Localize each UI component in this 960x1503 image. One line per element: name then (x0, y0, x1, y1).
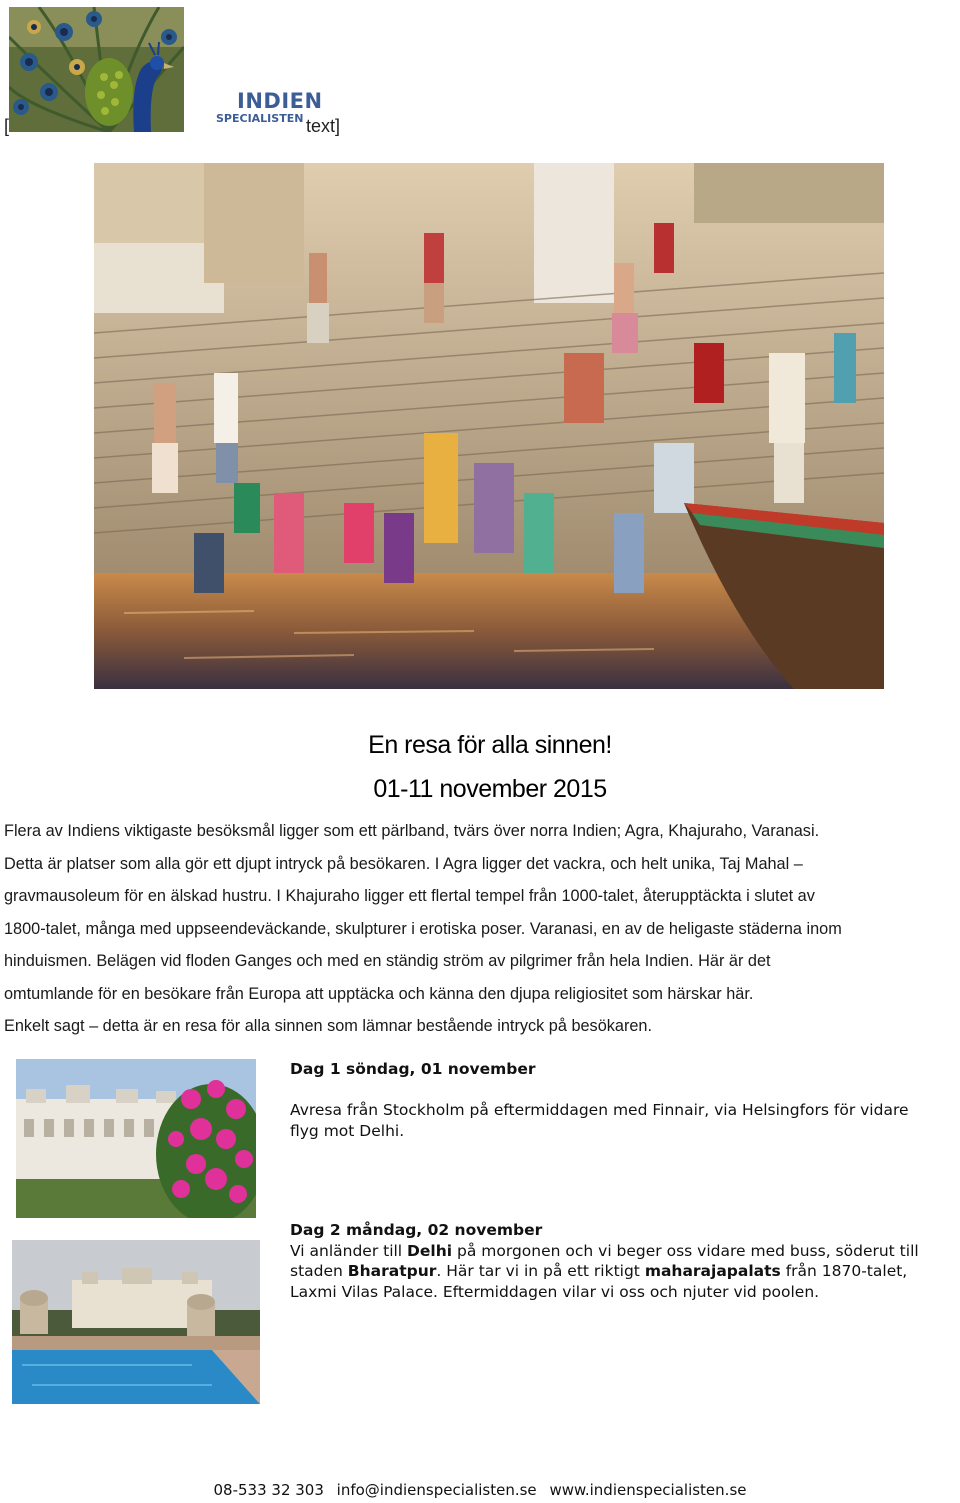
intro-line: Detta är platser som alla gör ett djupt intryck på besökaren. I Agra ligger det vackra, och helt unika, Taj Mahal – (4, 854, 803, 873)
day2-block (290, 1220, 930, 1302)
place-bharatpur: Bharatpur (347, 1262, 437, 1280)
laxmi-vilas-palace-photo (12, 1240, 260, 1404)
logo-main-text: INDIEN (237, 89, 323, 113)
intro-line: gravmausoleum för en älskad hustru. I Khajuraho ligger ett flertal tempel från 1000-talet, återupptäckta i slutet av (4, 887, 815, 905)
day1-heading: Dag 1 söndag, 01 november (290, 1060, 536, 1078)
intro-line: 1800-talet, många med uppseendeväckande, skulpturer i erotiska poser. Varanasi, en av de heligaste städerna inom (4, 919, 842, 938)
page-title: En resa för alla sinnen! (368, 731, 612, 759)
palace-bougainvillea-photo (16, 1059, 256, 1218)
intro-paragraph (4, 815, 960, 1043)
intro-line: Enkelt sagt – detta är en resa för alla sinnen som lämnar bestående intryck på besökaren. (4, 1017, 652, 1035)
day1-text: Avresa från Stockholm på eftermiddagen med Finnair, via Helsingfors för vidare flyg mot Delhi. (290, 1101, 909, 1140)
footer-phone: 08-533 32 303 (213, 1481, 324, 1499)
term-maharajapalats: maharajapalats (644, 1262, 781, 1280)
footer-email[interactable]: info@indienspecialisten.se (336, 1481, 537, 1499)
bracket-close: text] (306, 116, 341, 136)
intro-line: hinduismen. Belägen vid floden Ganges och med en ständig ström av pilgrimer från hela Indien. Här är det (4, 952, 771, 970)
contact-footer (0, 1481, 960, 1499)
peacock-image (9, 7, 184, 132)
bracket-open: [ (4, 116, 10, 136)
footer-website[interactable]: www.indienspecialisten.se (549, 1481, 747, 1499)
day2-text: Vi anländer till Delhi på morgonen och vi beger oss vidare med buss, söderut till staden Bharatpur. Här tar vi in på ett riktigt maharajapalats från 1870-talet, Laxmi Vilas Palace. Eftermiddagen vilar vi oss och njuter vid poolen. (290, 1241, 919, 1301)
intro-line: Flera av Indiens viktigaste besöksmål ligger som ett pärlband, tvärs över norra Indien; Agra, Khajuraho, Varanasi. (4, 822, 820, 840)
day2-heading: Dag 2 måndag, 02 november (290, 1221, 543, 1239)
trip-date: 01-11 november 2015 (373, 775, 607, 803)
logo-sub-text: SPECIALISTEN (216, 112, 304, 125)
ghats-photo (94, 163, 884, 689)
intro-line: omtumlande för en besökare från Europa att upptäcka och känna den djupa religiositet som härskar här. (4, 984, 754, 1003)
place-delhi: Delhi (407, 1241, 453, 1260)
